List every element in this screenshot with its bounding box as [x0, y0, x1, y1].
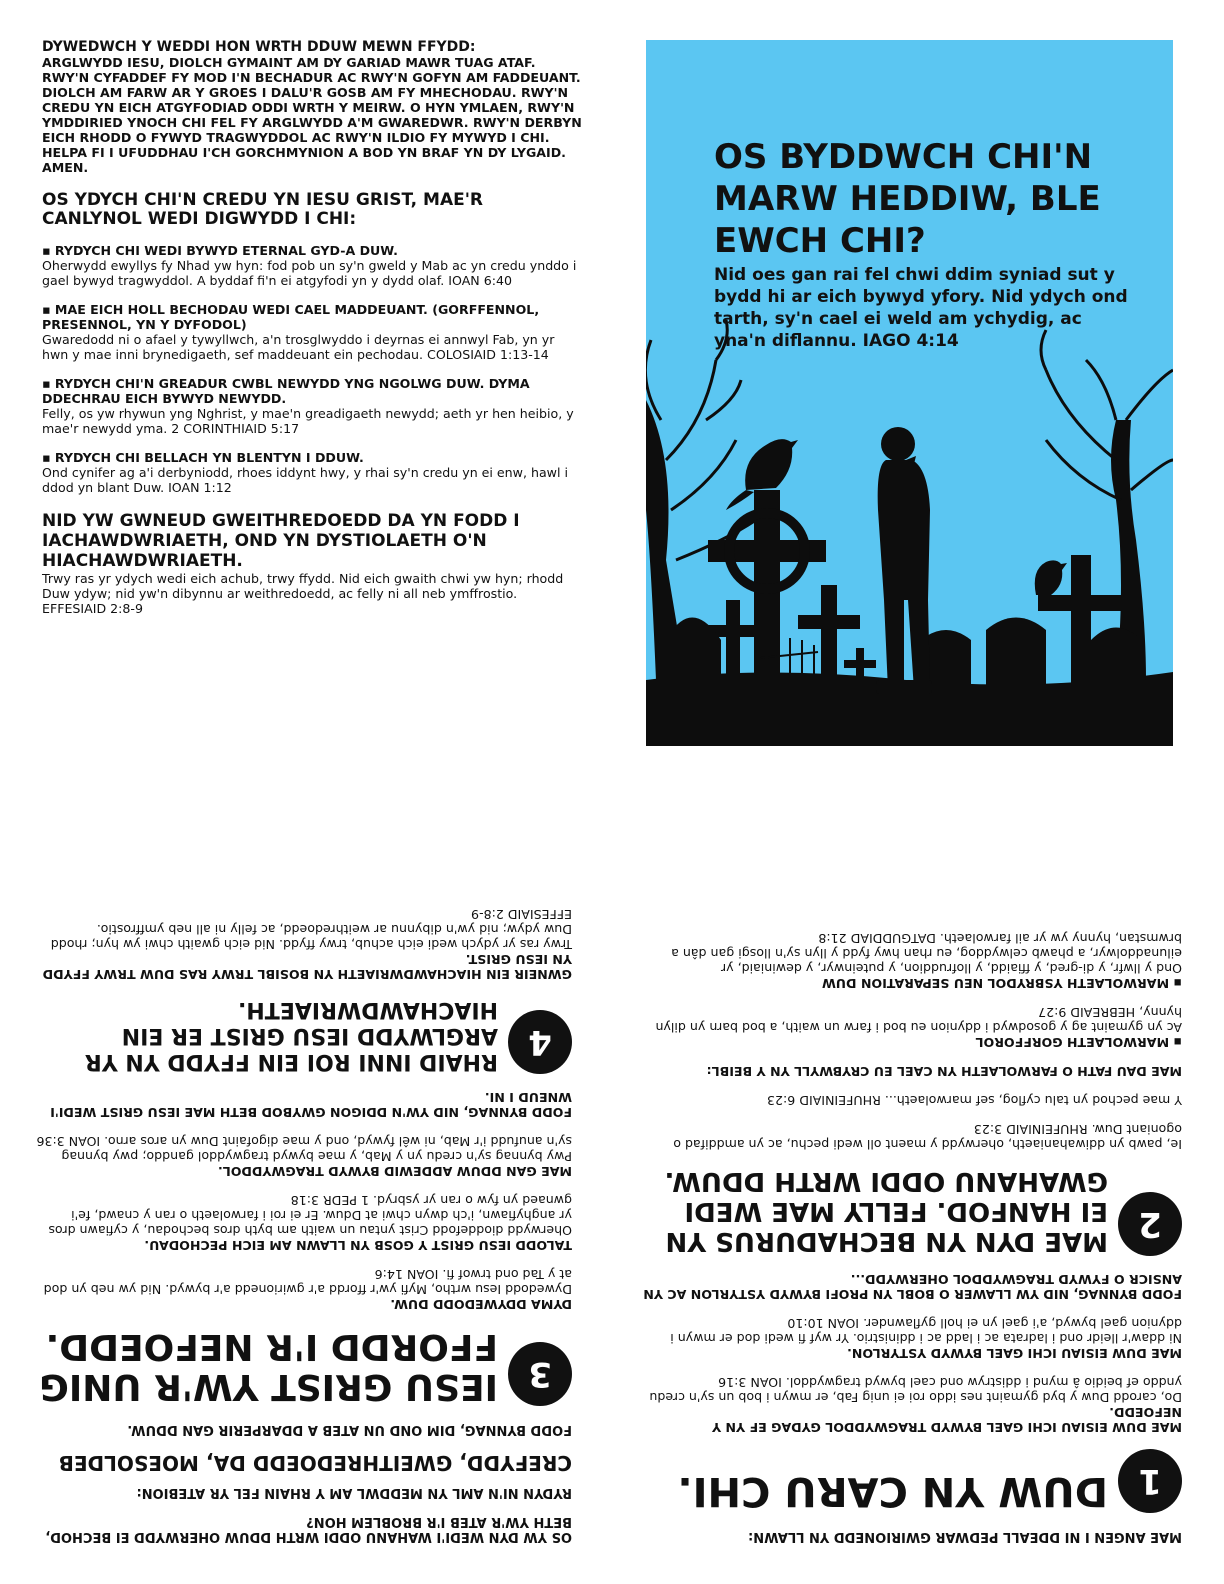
poster-subtitle: Nid oes gan rai fel chwi ddim syniad sut y bydd hi ar eich bywyd yfory. Nid ydych ond tarth, sy'n cael ei weld am ychydig, ac yna'n diflannu. IAGO 4:14 [714, 265, 1128, 351]
sub-heading: TALODD IESU GRIST Y GOSB YN LLAWN AM EICH PECHODAU. [144, 1238, 572, 1253]
item-heading: ▪ RYDYCH CHI WEDI BYWYD ETERNAL GYD-A DUW. [42, 243, 398, 258]
item-body: Ond cynifer ag a'i derbyniodd, rhoes iddynt hwy, y rhai sy'n credu yn ei enw, hawl i ddod yn blant Duw. IOAN 1:12 [42, 465, 568, 495]
step-1 [642, 1449, 1182, 1513]
item-heading: ▪ RYDYCH CHI BELLACH YN BLENTYN I DDUW. [42, 450, 364, 465]
sub-body: Trwy ras yr ydych wedi eich achub, trwy ffydd. Nid eich gwaith chwi yw hyn; rhodd Duw ydyw; nid yw'n dibynnu ar weithredoedd, ac felly ni all neb ymffrostio. EFFESIAID 2:8-9 [50, 907, 572, 952]
truths-intro: MAE ANGEN I NI DDEALL PEDWAR GWIRIONEDD YN LLAWN: [748, 1529, 1182, 1544]
item-body: Oherwydd ewyllys fy Nhad yw hyn: fod pob un sy'n gweld y Mab ac yn credu ynddo i gael bywyd tragwyddol. A byddaf fi'n ei atgyfodi yn y dydd olaf. IOAN 6:40 [42, 258, 577, 288]
sub-heading: FODD BYNNAG, NID YW'N DDIGON GWYBOD BETH MAE IESU GRIST WEDI'I WNEUD I NI. [50, 1090, 572, 1120]
list-item [42, 302, 582, 362]
step-3 [32, 1326, 572, 1406]
step-heading: MAE DYN YN BECHADURUS YN EI HANFOD. FELLY MAE WEDI GWAHANU ODDI WRTH DDUW. [664, 1166, 1108, 1256]
step-number: 1 [1118, 1449, 1182, 1513]
sub-heading: MAE GAN DDUW ADDEWID BYWYD TRAGWYDDOL. [217, 1164, 572, 1179]
sub-heading: ▪ MARWOLAETH GORFFOROL [975, 1035, 1182, 1050]
sub-body: Ac yn gymaint ag y gosodwyd i ddynion eu bod i farw un waith, a bod barn yn dilyn hynny, HEBREAID 9:27 [655, 1005, 1182, 1035]
sub-body: Ond y llwfr, y di-gred, y ffiaidd, y llofruddion, y puteinwyr, y dewiniaid, yr eilunaddolwyr, a phawb celwyddog, eu rhan hwy fydd y llyn sy'n llosgi gan dân a brwmstan, hynny yw yr ail farwolaeth. DATGUDDIAD 21:8 [671, 931, 1182, 976]
step-2 [642, 1166, 1182, 1256]
prayer-heading: DYWEDWCH Y WEDDI HON WRTH DDUW MEWN FFYDD: [42, 39, 476, 55]
prayer-body: ARGLWYDD IESU, DIOLCH GYMAINT AM DY GARIAD MAWR TUAG ATAF. RWY'N CYFADDEF FY MOD I'N BECHADUR AC RWY'N GOFYN AM FADDEUANT. DIOLCH AM FARW AR Y GROES I DALU'R GOSB AM FY MHECHODAU. RWY'N CREDU YN EICH ATGYFODIAD ODDI WRTH Y MEIRW. O HYN YMLAEN, RWY'N YMDDIRIED YNOCH CHI FEL FY ARGLWYDD A'M GWAREDWR. RWY'N DERBYN EICH RHODD O FYWYD TRAGWYDDOL AC RWY'N ILDIO FY MYWYD I CHI. HELPA FI I UFUDDHAU I'CH GORCHMYNION A BOD YN BRAF YN DY LYGAID. AMEN. [42, 55, 582, 175]
sub-body: Y mae pechod yn talu cyflog, sef marwolaeth... RHUFEINIAID 6:23 [767, 1093, 1182, 1108]
sub-heading: MAE DAU FATH O FARWOLAETH YN CAEL EU CRYBWYLL YN Y BEIBL: [706, 1064, 1182, 1079]
sub-body: Do, carodd Duw y byd gymaint nes iddo roi ei unig Fab, er mwyn i bob un sy'n credu ynddo ef beidio â mynd i ddistryw ond cael bywyd tragwyddol. IOAN 3:16 [649, 1375, 1182, 1405]
list-item [42, 376, 582, 436]
step-heading: RHAID INNI ROI EIN FFYDD YN YR ARGLWYDD IESU GRIST ER EIN HIACHAWDWRIAETH. [84, 997, 498, 1074]
poster-title: OS BYDDWCH CHI'N MARW HEDDIW, BLE EWCH CHI? [714, 137, 1101, 261]
steps-three-four-panel [32, 907, 572, 1544]
list-item [42, 243, 582, 288]
sub-heading: FODD BYNNAG, NID YW LLAWER O BOBL YN PROFI BYWYD YSTYRLON AC YN ANSICR O FYWYD TRAGWYDDOL OHERWYDD... [643, 1272, 1182, 1302]
step-heading: IESU GRIST YW'R UNIG FFORDD I'R NEFOEDD. [39, 1326, 498, 1407]
item-heading: ▪ RYDYCH CHI'N GREADUR CWBL NEWYDD YNG NGOLWG DUW. DYMA DDECHRAU EICH BYWYD NEWYDD. [42, 376, 530, 406]
sub-heading: DYMA DDYWEDODD DUW. [390, 1297, 572, 1312]
step-4 [32, 996, 572, 1074]
sub-heading: ▪ MARWOLAETH YSBRYDOL NEU SEPARATION DUW [821, 976, 1182, 991]
list-item [42, 450, 582, 495]
sub-heading: MAE DUW EISIAU ICHI GAEL BYWYD TRAGWYDDOL GYDAG EF YN Y NEFOEDD. [711, 1405, 1182, 1435]
answers-intro: RYDYN NI'N AML YN MEDDWL AM Y RHAIN FEL YR ATEBION: [136, 1485, 572, 1500]
one-answer-intro: FODD BYNNAG, DIM OND UN ATEB A DDARPERIR GAN DDUW. [127, 1422, 572, 1437]
inverted-inside-pages [0, 792, 1224, 1584]
sub-body: Ni ddaw'r lleidr ond i ladrata ac i ladd ac i ddinistrio. Yr wyf fi wedi dod er mwyn i ddynion gael bywyd, a'i gael yn ei holl gyflawnder. IOAN 10:10 [670, 1316, 1182, 1346]
step-heading: DUW YN CARU CHI. [677, 1468, 1108, 1514]
believe-heading: OS YDYCH CHI'N CREDU YN IESU GRIST, MAE'R CANLYNOL WEDI DIGWYDD I CHI: [42, 190, 484, 229]
sub-body: Pwy bynnag sy'n credu yn y Mab, y mae bywyd tragwyddol ganddo; pwy bynnag sy'n anufudd i'r Mab, ni wêl fywyd, ond y mae digofaint Duw yn aros arno. IOAN 3:36 [36, 1134, 572, 1164]
answers-list: CREFYDD, GWEITHREDOEDD DA, MOESOLDEB [58, 1451, 572, 1475]
sub-heading: MAE DUW EISIAU ICHI GAEL BYWYD YSTYRLON. [847, 1346, 1182, 1361]
problem-intro: OS YW DYN WEDI'I WAHANU ODDI WRTH DDUW OHERWYDD EI BECHOD, BETH YW'R ATEB I'R BROBLEM HON? [45, 1514, 572, 1544]
sub-heading: GWNEIR EIN HIACHAWDWRIAETH YN BOSIBL TRWY RAS DUW TRWY FFYDD YN IESU GRIST. [42, 952, 572, 982]
step-number: 4 [508, 1010, 572, 1074]
cover-poster [646, 40, 1173, 746]
works-body: Trwy ras yr ydych wedi eich achub, trwy ffydd. Nid eich gwaith chwi yw hyn; rhodd Duw ydyw; nid yw'n dibynnu ar weithredoedd, ac felly ni all neb ymffrostio. EFFESIAID 2:8-9 [42, 571, 564, 616]
item-heading: ▪ MAE EICH HOLL BECHODAU WEDI CAEL MADDEUANT. (GORFFENNOL, PRESENNOL, YN Y DYFODOL) [42, 302, 540, 332]
sub-body: Ie, pawb yn ddiwahaniaeth, oherwydd y maent oll wedi pechu, ac yn amddifad o ogoniant Duw. RHUFEINIAID 3:23 [673, 1122, 1182, 1152]
works-heading: NID YW GWNEUD GWEITHREDOEDD DA YN FODD I IACHAWDWRIAETH, OND YN DYSTIOLAETH O'N HIACHAWDWRIAETH. [42, 511, 520, 571]
steps-one-two-panel [642, 931, 1182, 1544]
sub-body: Dywedodd Iesu wrtho, Myfi yw'r ffordd a'r gwirionedd a'r bywyd. Nid yw neb yn dod at y Tad ond trwof fi. IOAN 14:6 [43, 1267, 572, 1297]
step-number: 2 [1118, 1192, 1182, 1256]
step-number: 3 [508, 1342, 572, 1406]
item-body: Felly, os yw rhywun yng Nghrist, y mae'n greadigaeth newydd; aeth yr hen heibio, y mae'r newydd yma. 2 CORINTHIAID 5:17 [42, 406, 574, 436]
sub-body: Oherwydd dioddefodd Crist yntau un waith am byth dros bechodau, y cyfiawn dros yr anghyfiawn, i'ch dwyn chwi at Dduw. Er ei roi i farwolaeth o ran y cnawd, fe'i gwnaed yn fyw o ran yr ysbryd. 1 PEDR 3:18 [48, 1193, 572, 1238]
prayer-panel [42, 40, 582, 616]
item-body: Gwaredodd ni o afael y tywyllwch, a'n trosglwyddo i deyrnas ei annwyl Fab, yn yr hwn y mae inni brynedigaeth, sef maddeuant ein pechodau. COLOSIAID 1:13-14 [42, 332, 555, 362]
